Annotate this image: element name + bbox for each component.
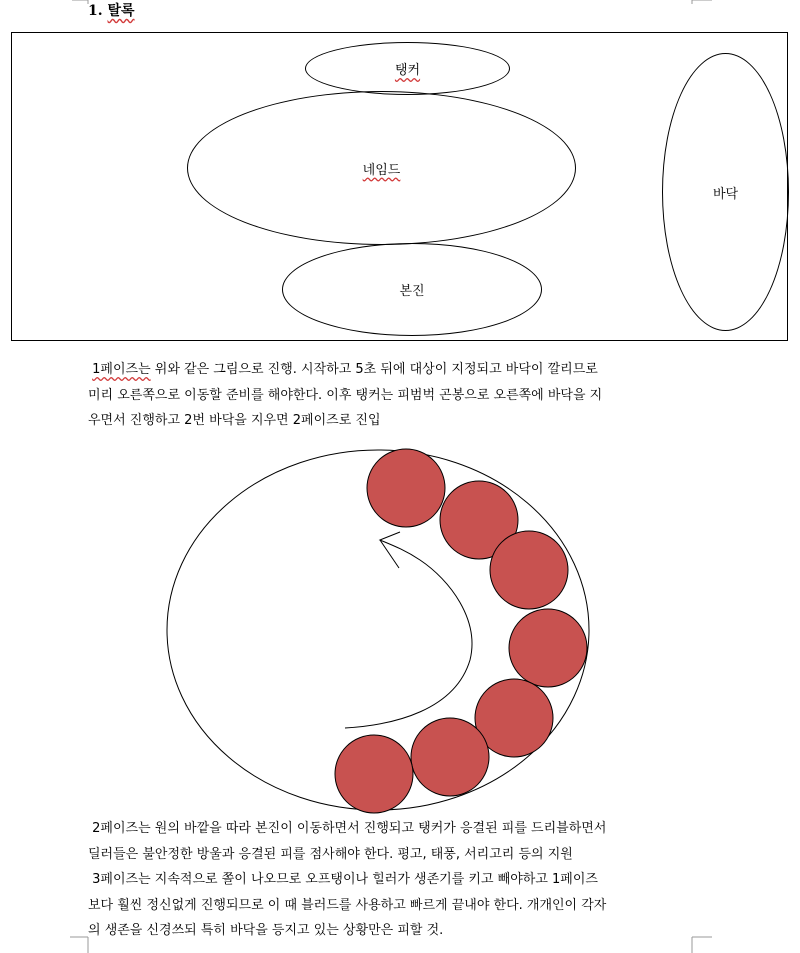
section-number: 1. [88,3,103,19]
movement-arrow [345,532,472,728]
phase2-3-description [88,816,692,944]
para1-line2: 미리 오른쪽으로 이동할 준비를 해야한다. 이후 탱커는 피범벅 곤봉으로 오른쪽에 바닥을 지 [88,387,603,403]
tanker-label: 탱커 [394,63,421,78]
blood-circle [411,718,489,796]
phase1-label: 1페이즈는 [92,362,151,377]
blood-circle [490,531,568,609]
blood-circle [367,449,445,527]
floor-label: 바닥 [712,186,739,202]
blood-circles [335,449,587,813]
para2-line5: 의 생존을 신경쓰되 특히 바닥을 등지고 있는 상황만은 피할 것. [88,923,444,939]
para2-line4: 보다 훨씬 정신없게 진행되므로 이 때 블러드를 사용하고 빠르게 끝내야 한다. 개개인이 각자 [88,897,607,913]
para1-line1: 위와 같은 그림으로 진행. 시작하고 5초 뒤에 대상이 지정되고 바닥이 깔리므로 [150,362,598,377]
blood-circle [335,735,413,813]
nade-label: 네임드 [362,162,401,178]
para2-line2: 딜러들은 불안정한 방울과 응결된 피를 점사해야 한다. 평고, 태풍, 서리고리 등의 지원 [88,846,573,862]
para2-line3: 3페이즈는 지속적으로 쫄이 나오므로 오프탱이나 힐러가 생존기를 키고 빼야하고 1페이즈 [92,872,598,888]
para1-line3: 우면서 진행하고 2번 바닥을 지우면 2페이즈로 진입 [88,413,381,429]
main-group-label: 본진 [399,284,425,299]
blood-circle [509,609,587,687]
section-title: 탈록 [107,3,135,19]
para2-line1: 2페이즈는 원의 바깥을 따라 본진이 이동하면서 진행되고 탱커가 응결된 피를 드리블하면서 [92,821,607,836]
